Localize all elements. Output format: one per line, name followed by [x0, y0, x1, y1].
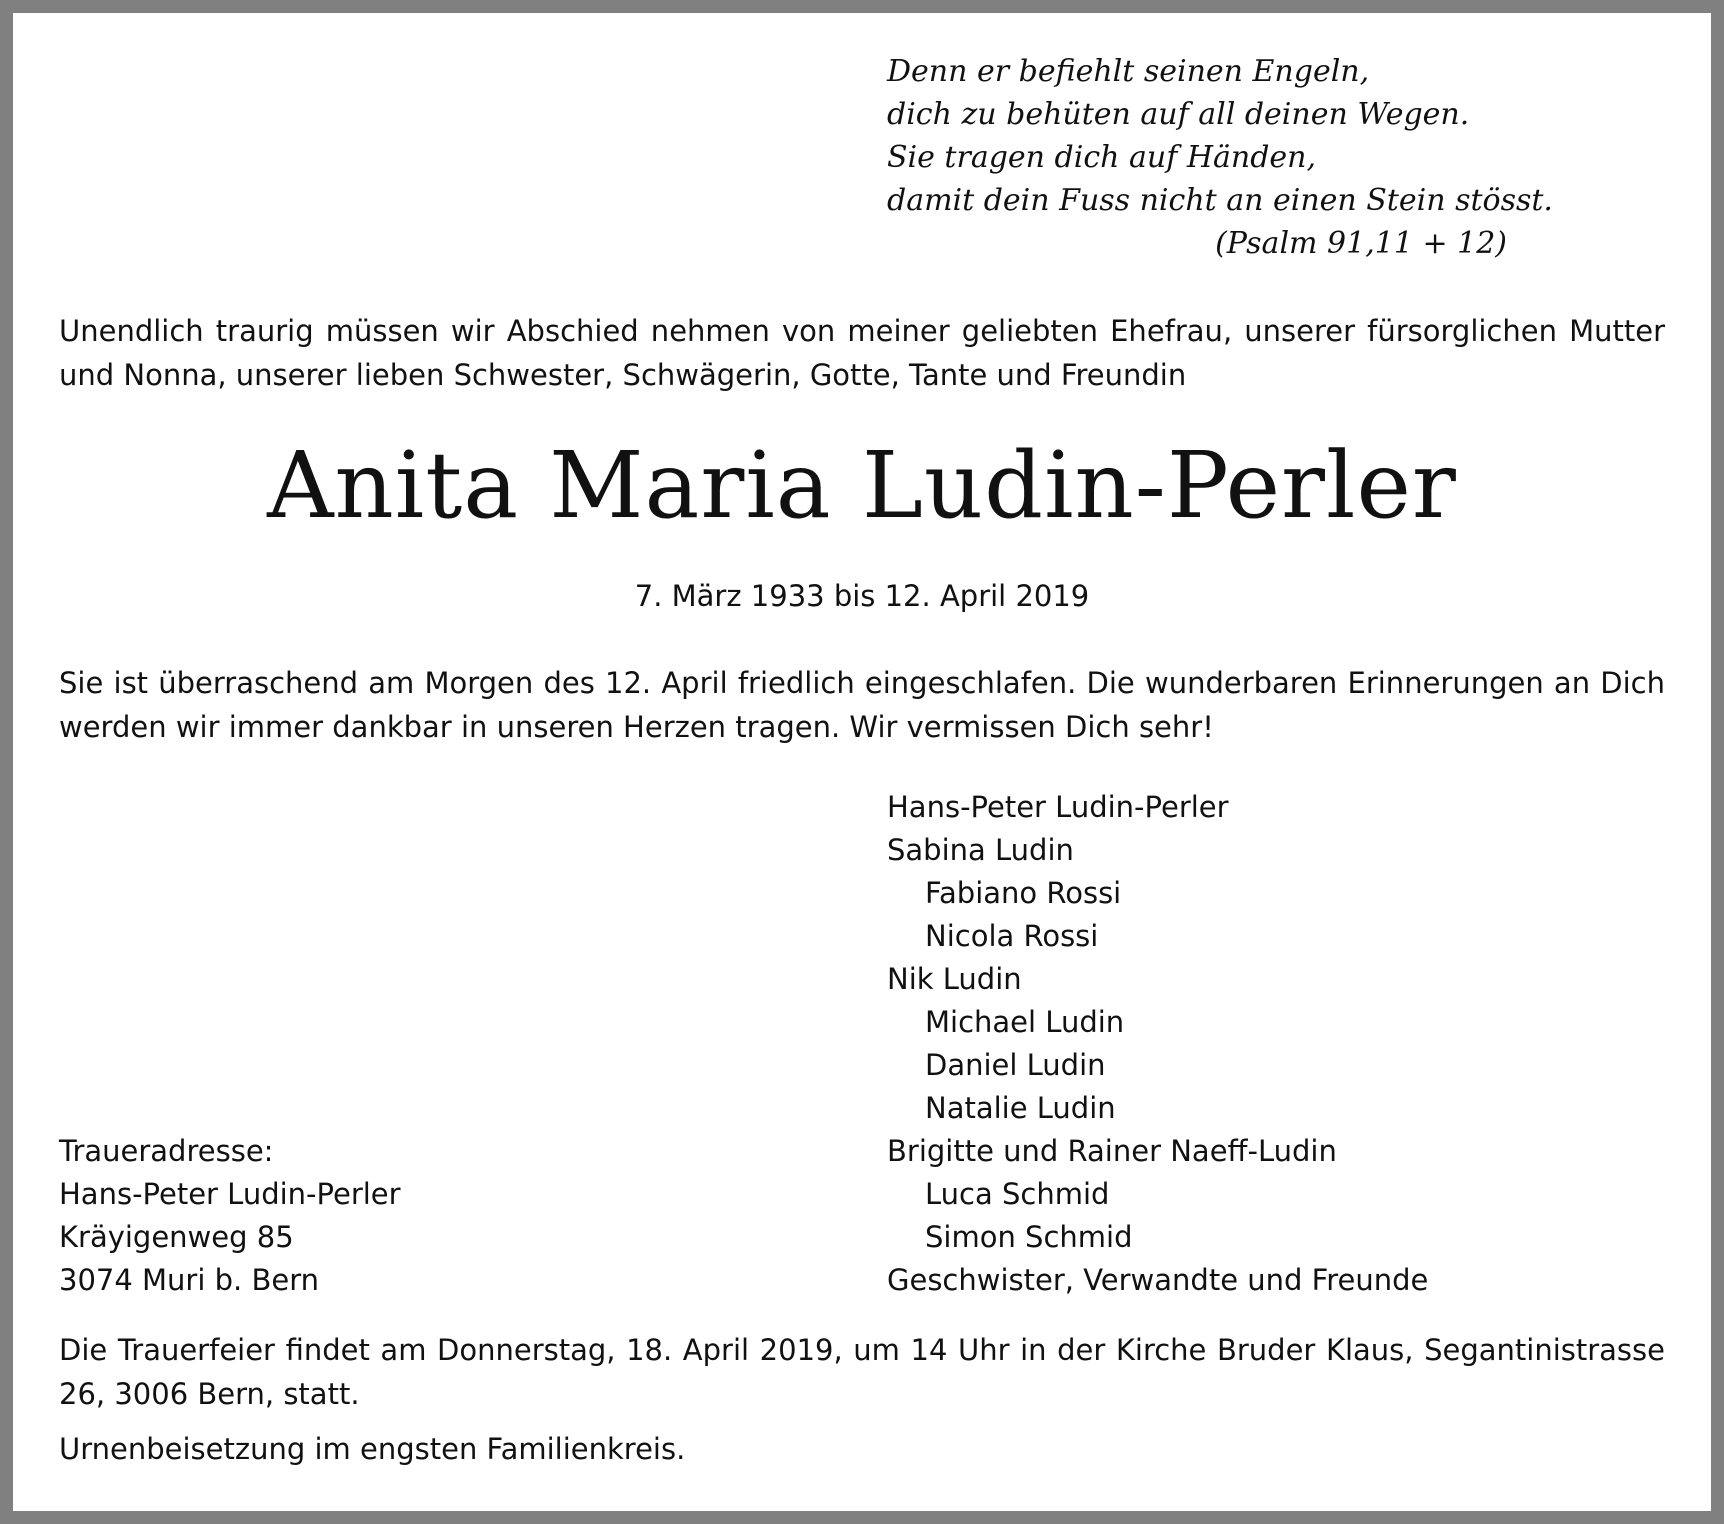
intro-paragraph: Unendlich traurig müssen wir Abschied nehmen von meiner geliebten Ehefrau, unserer fürsorglichen Mutter und Nonna, unserer lieben Schwester, Schwägerin, Gotte, Tante und Freundin	[59, 314, 1665, 392]
funeral-service-info: Die Trauerfeier findet am Donnerstag, 18. April 2019, um 14 Uhr in der Kirche Bruder Klaus, Segantinistrasse 26, 3006 Bern, statt.	[59, 1333, 1665, 1411]
address-name: Hans-Peter Ludin-Perler	[59, 1177, 401, 1211]
address-city: 3074 Muri b. Bern	[59, 1263, 319, 1297]
mourner: Fabiano Rossi	[925, 876, 1122, 910]
mourner: Luca Schmid	[925, 1177, 1110, 1211]
mourner: Brigitte und Rainer Naeff-Ludin	[887, 1134, 1337, 1168]
address-street: Kräyigenweg 85	[59, 1220, 294, 1254]
verse-line: dich zu behüten auf all deinen Wegen.	[887, 97, 1470, 132]
deceased-name: Anita Maria Ludin-Perler	[267, 432, 1457, 539]
obituary-notice	[13, 13, 1711, 1511]
life-dates: 7. März 1933 bis 12. April 2019	[634, 579, 1090, 613]
psalm-verse	[887, 50, 1553, 265]
verse-line: Denn er befiehlt seinen Engeln,	[887, 54, 1370, 89]
mourner: Michael Ludin	[925, 1005, 1125, 1039]
mourner: Sabina Ludin	[887, 833, 1074, 867]
mourner: Geschwister, Verwandte und Freunde	[887, 1263, 1429, 1297]
mourner: Natalie Ludin	[925, 1091, 1116, 1125]
mourner: Simon Schmid	[925, 1220, 1133, 1254]
verse-line: Sie tragen dich auf Händen,	[887, 140, 1317, 175]
mourner: Nik Ludin	[887, 962, 1022, 996]
mourners-list	[887, 786, 1687, 1302]
mourner: Daniel Ludin	[925, 1048, 1106, 1082]
address-label: Traueradresse:	[59, 1134, 274, 1168]
message-paragraph: Sie ist überraschend am Morgen des 12. April friedlich eingeschlafen. Die wunderbaren Erinnerungen an Dich werden wir immer dankbar in unseren Herzen tragen. Wir vermissen Dich sehr!	[59, 666, 1665, 744]
verse-line: damit dein Fuss nicht an einen Stein stösst.	[887, 183, 1553, 218]
verse-reference: (Psalm 91,11 + 12)	[1215, 226, 1507, 261]
mourner: Hans-Peter Ludin-Perler	[887, 790, 1229, 824]
mourning-address	[59, 1130, 659, 1302]
burial-info: Urnenbeisetzung im engsten Familienkreis.	[59, 1432, 686, 1466]
mourner: Nicola Rossi	[925, 919, 1099, 953]
